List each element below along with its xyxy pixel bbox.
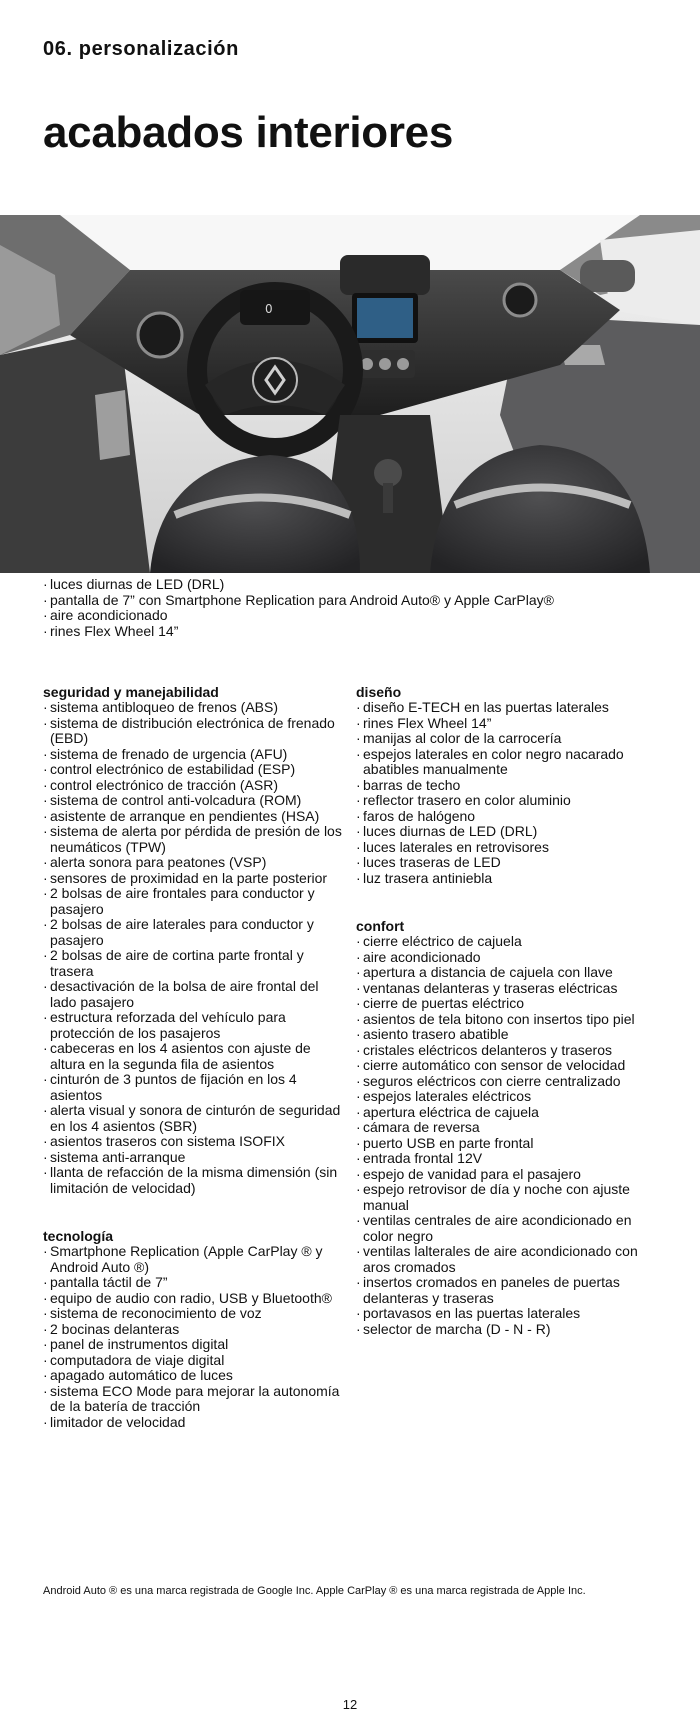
list-item: · sistema anti-arranque — [43, 1150, 343, 1166]
list-item: · 2 bolsas de aire frontales para conductor y pasajero — [43, 886, 343, 917]
left-column — [43, 684, 343, 1462]
list-item: · pantalla de 7” con Smartphone Replication para Android Auto® y Apple CarPlay® — [43, 593, 683, 609]
list-item: · aire acondicionado — [43, 608, 683, 624]
list-item: · espejos laterales eléctricos — [356, 1089, 656, 1105]
list-item: · 2 bolsas de aire de cortina parte frontal y trasera — [43, 948, 343, 979]
list-item: · asientos de tela bitono con insertos tipo piel — [356, 1012, 656, 1028]
list-item: · portavasos en las puertas laterales — [356, 1306, 656, 1322]
list-item: · sistema de control anti-volcadura (ROM) — [43, 793, 343, 809]
section-label: 06. personalización — [43, 38, 239, 60]
hero-image — [0, 215, 700, 573]
list-item: · sistema de frenado de urgencia (AFU) — [43, 747, 343, 763]
list-item: · estructura reforzada del vehículo para protección de los pasajeros — [43, 1010, 343, 1041]
list-item: · seguros eléctricos con cierre centralizado — [356, 1074, 656, 1090]
list-item: · asientos traseros con sistema ISOFIX — [43, 1134, 343, 1150]
list-item: · faros de halógeno — [356, 809, 656, 825]
list-item: · cierre eléctrico de cajuela — [356, 934, 656, 950]
list-item: · apertura eléctrica de cajuela — [356, 1105, 656, 1121]
list-item: · rines Flex Wheel 14” — [43, 624, 683, 640]
list-item: · sistema de distribución electrónica de frenado (EBD) — [43, 716, 343, 747]
list-item: · espejo de vanidad para el pasajero — [356, 1167, 656, 1183]
list-item: · barras de techo — [356, 778, 656, 794]
list-item: · rines Flex Wheel 14” — [356, 716, 656, 732]
seguridad-group — [43, 684, 343, 1196]
list-item: · computadora de viaje digital — [43, 1353, 343, 1369]
list-item: · insertos cromados en paneles de puertas delanteras y traseras — [356, 1275, 656, 1306]
list-item: · cámara de reversa — [356, 1120, 656, 1136]
list-item: · luces laterales en retrovisores — [356, 840, 656, 856]
list-item: · cristales eléctricos delanteros y traseros — [356, 1043, 656, 1059]
list-item: · sistema ECO Mode para mejorar la autonomía de la batería de tracción — [43, 1384, 343, 1415]
car-interior-illustration — [0, 215, 700, 573]
list-item: · sistema antibloqueo de frenos (ABS) — [43, 700, 343, 716]
list-item: · luces traseras de LED — [356, 855, 656, 871]
trademark-disclaimer: Android Auto ® es una marca registrada de Google Inc. Apple CarPlay ® es una marca registrada de Apple Inc. — [43, 1585, 586, 1597]
list-item: · ventilas centrales de aire acondicionado en color negro — [356, 1213, 656, 1244]
list-item: · Smartphone Replication (Apple CarPlay ® y Android Auto ®) — [43, 1244, 343, 1275]
list-item: · cinturón de 3 puntos de fijación en los 4 asientos — [43, 1072, 343, 1103]
list-item: · entrada frontal 12V — [356, 1151, 656, 1167]
list-item: · equipo de audio con radio, USB y Bluetooth® — [43, 1291, 343, 1307]
list-item: · 2 bocinas delanteras — [43, 1322, 343, 1338]
list-item: · pantalla táctil de 7” — [43, 1275, 343, 1291]
list-item: · selector de marcha (D - N - R) — [356, 1322, 656, 1338]
intro-feature-list — [43, 577, 683, 639]
list-item: · panel de instrumentos digital — [43, 1337, 343, 1353]
confort-heading: confort — [356, 918, 405, 934]
list-item: · alerta visual y sonora de cinturón de seguridad en los 4 asientos (SBR) — [43, 1103, 343, 1134]
list-item: · asistente de arranque en pendientes (HSA) — [43, 809, 343, 825]
list-item: · espejos laterales en color negro nacarado abatibles manualmente — [356, 747, 656, 778]
page-number: 12 — [342, 1697, 358, 1712]
list-item: · luz trasera antiniebla — [356, 871, 656, 887]
right-column — [356, 684, 656, 1369]
list-item: · ventanas delanteras y traseras eléctricas — [356, 981, 656, 997]
list-item: · asiento trasero abatible — [356, 1027, 656, 1043]
list-item: · desactivación de la bolsa de aire frontal del lado pasajero — [43, 979, 343, 1010]
list-item: · sistema de alerta por pérdida de presión de los neumáticos (TPW) — [43, 824, 343, 855]
list-item: · ventilas lalterales de aire acondicionado con aros cromados — [356, 1244, 656, 1275]
list-item: · apertura a distancia de cajuela con llave — [356, 965, 656, 981]
list-item: · luces diurnas de LED (DRL) — [356, 824, 656, 840]
list-item: · alerta sonora para peatones (VSP) — [43, 855, 343, 871]
list-item: · reflector trasero en color aluminio — [356, 793, 656, 809]
tecnologia-group — [43, 1228, 343, 1430]
list-item: · sistema de reconocimiento de voz — [43, 1306, 343, 1322]
list-item: · manijas al color de la carrocería — [356, 731, 656, 747]
list-item: · llanta de refacción de la misma dimensión (sin limitación de velocidad) — [43, 1165, 343, 1196]
diseno-heading: diseño — [356, 684, 402, 700]
list-item: · apagado automático de luces — [43, 1368, 343, 1384]
tecnologia-heading: tecnología — [43, 1228, 114, 1244]
confort-group — [356, 918, 656, 1337]
list-item: · limitador de velocidad — [43, 1415, 343, 1431]
list-item: · puerto USB en parte frontal — [356, 1136, 656, 1152]
page-title: acabados interiores — [43, 108, 454, 157]
list-item: · control electrónico de estabilidad (ESP) — [43, 762, 343, 778]
list-item: · luces diurnas de LED (DRL) — [43, 577, 683, 593]
seguridad-heading: seguridad y manejabilidad — [43, 684, 219, 700]
svg-text:0: 0 — [265, 302, 273, 316]
list-item: · aire acondicionado — [356, 950, 656, 966]
list-item: · diseño E-TECH en las puertas laterales — [356, 700, 656, 716]
list-item: · 2 bolsas de aire laterales para conductor y pasajero — [43, 917, 343, 948]
list-item: · cierre de puertas eléctrico — [356, 996, 656, 1012]
list-item: · espejo retrovisor de día y noche con ajuste manual — [356, 1182, 656, 1213]
list-item: · cierre automático con sensor de velocidad — [356, 1058, 656, 1074]
list-item: · control electrónico de tracción (ASR) — [43, 778, 343, 794]
diseno-group — [356, 684, 656, 886]
list-item: · sensores de proximidad en la parte posterior — [43, 871, 343, 887]
list-item: · cabeceras en los 4 asientos con ajuste de altura en la segunda fila de asientos — [43, 1041, 343, 1072]
